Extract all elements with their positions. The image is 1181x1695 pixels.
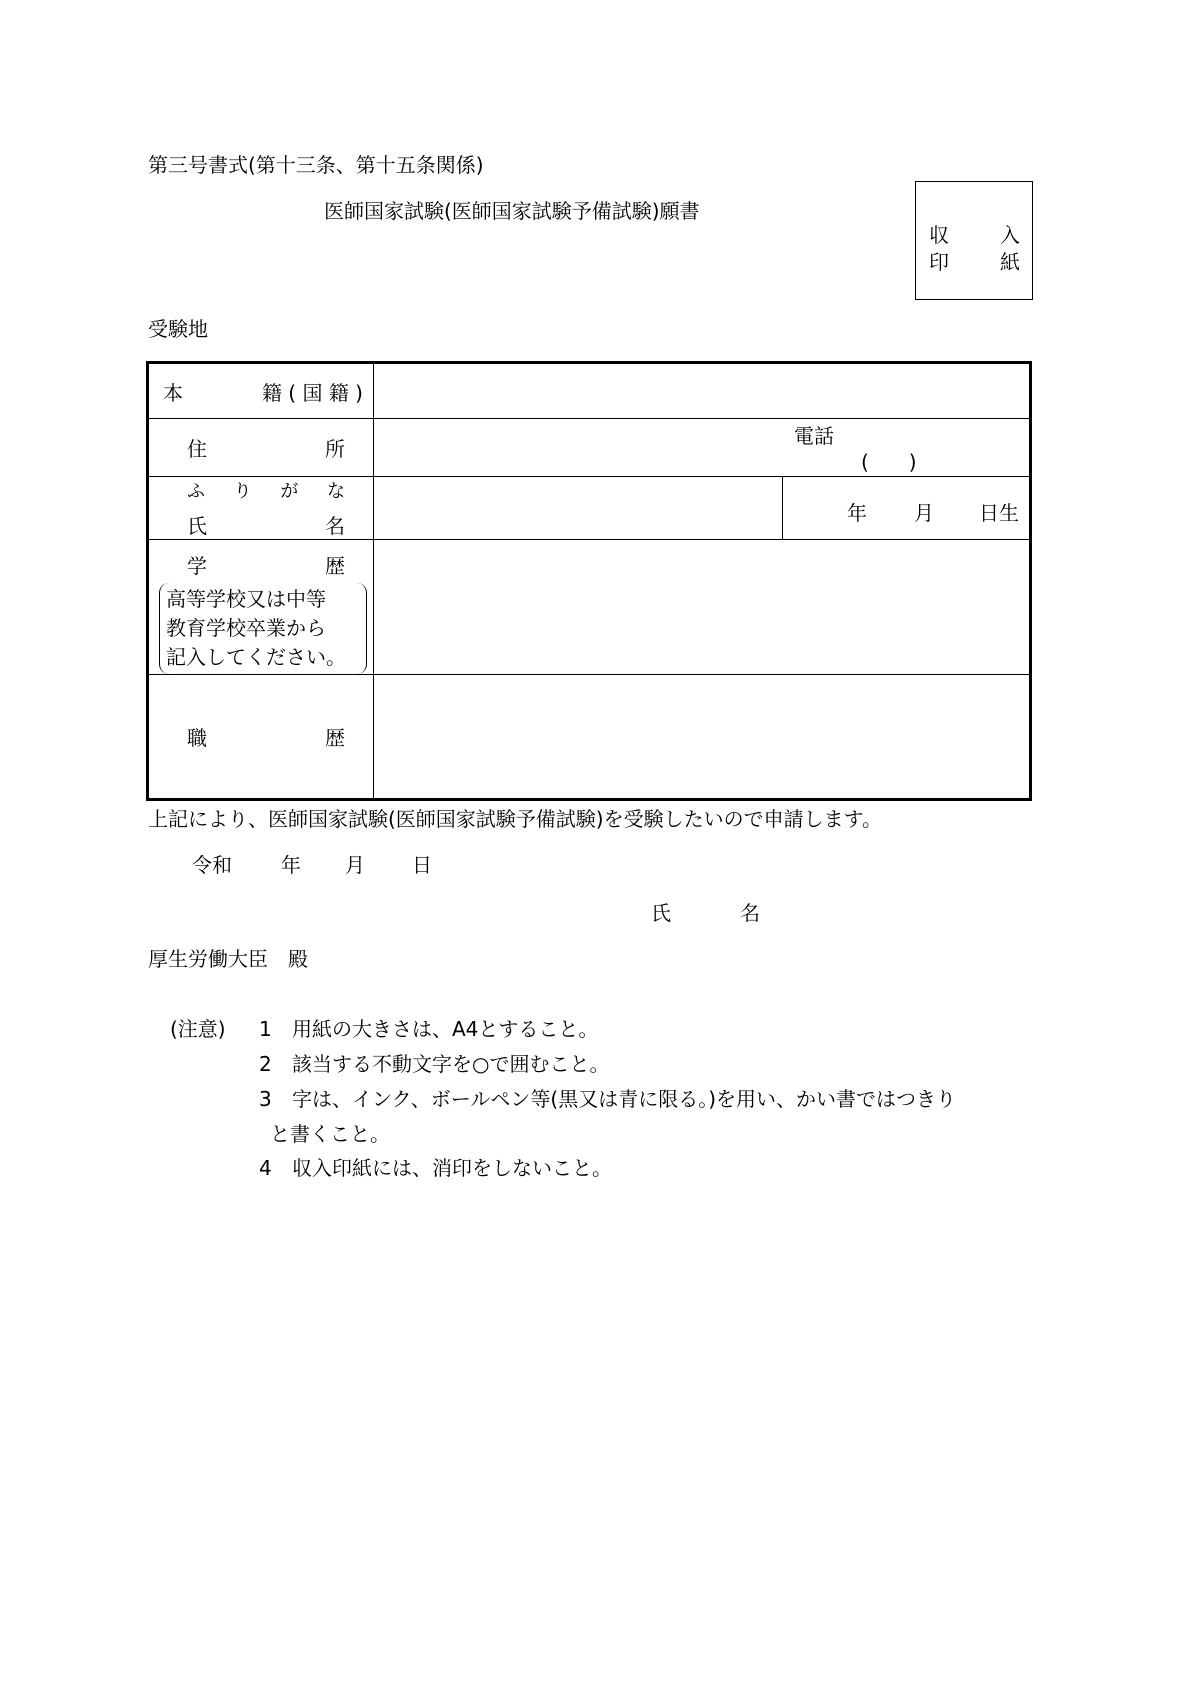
label-name	[148, 477, 374, 540]
label-honseki	[148, 363, 374, 419]
birth-month-label: 月	[914, 501, 934, 525]
honseki-field[interactable]	[374, 363, 1031, 419]
label-address	[148, 419, 374, 477]
career-field[interactable]	[374, 675, 1031, 800]
label-part: 学	[187, 554, 207, 578]
note-text-continued: と書くこと。	[270, 1122, 390, 1146]
stamp-char: 印	[929, 250, 949, 274]
name-field[interactable]	[374, 477, 783, 540]
phone-area-paren: ( )	[861, 450, 917, 474]
birth-year-label: 年	[847, 501, 867, 525]
label-part: 本	[163, 380, 183, 405]
label-part: 氏	[187, 514, 207, 538]
education-note	[159, 583, 367, 674]
stamp-char: 入	[1000, 223, 1020, 247]
row-honseki	[148, 363, 1031, 419]
label-education	[148, 540, 374, 675]
note-number: 2	[259, 1052, 272, 1076]
education-field[interactable]	[374, 540, 1031, 675]
note-line: 教育学校卒業から	[166, 616, 326, 640]
phone-label: 電話	[794, 424, 834, 448]
row-education	[148, 540, 1031, 675]
date-era: 令和	[192, 853, 232, 877]
note-number: 4	[259, 1156, 272, 1180]
date-year: 年	[281, 853, 301, 877]
revenue-stamp-box	[915, 181, 1033, 300]
note-text: 収入印紙には、消印をしないこと。	[292, 1156, 612, 1180]
exam-site-label: 受験地	[148, 317, 208, 341]
notes-label: (注意)	[170, 1017, 226, 1041]
note-line: 記入してください。	[166, 645, 346, 669]
label-part: 所	[325, 437, 345, 461]
date-month: 月	[345, 853, 365, 877]
furigana-char: ふ	[187, 481, 205, 502]
birth-day-label: 日生	[979, 501, 1019, 525]
row-career	[148, 675, 1031, 800]
row-address	[148, 419, 1031, 477]
note-line: 高等学校又は中等	[166, 587, 326, 611]
address-field[interactable]	[374, 419, 1031, 477]
note-number: 1	[259, 1017, 272, 1041]
note-text: 字は、インク、ボールペン等(黒又は青に限る。)を用い、かい書ではつきり	[292, 1087, 957, 1111]
label-part: 住	[187, 437, 207, 461]
date-day: 日	[412, 853, 432, 877]
birthdate-field[interactable]	[783, 477, 1031, 540]
furigana-char: な	[326, 481, 345, 502]
furigana-char: が	[280, 481, 299, 502]
label-part: 歴	[325, 726, 345, 750]
furigana-char: り	[233, 481, 252, 502]
note-text: 該当する不動文字を○で囲むこと。	[292, 1052, 610, 1076]
label-part: 職	[187, 726, 207, 750]
application-statement: 上記により、医師国家試験(医師国家試験予備試験)を受験したいので申請します。	[148, 807, 883, 831]
addressee: 厚生労働大臣 殿	[148, 947, 308, 971]
signature-label-1: 氏	[651, 901, 671, 925]
form-number: 第三号書式(第十三条、第十五条関係)	[148, 153, 484, 177]
label-part: 籍 ( 国 籍 )	[261, 380, 363, 405]
row-name	[148, 477, 1031, 540]
label-career	[148, 675, 374, 800]
label-part: 歴	[325, 554, 345, 578]
form-title: 医師国家試験(医師国家試験予備試験)願書	[324, 199, 700, 223]
note-number: 3	[259, 1087, 272, 1111]
stamp-char: 紙	[1000, 250, 1020, 274]
signature-label-2: 名	[740, 901, 760, 925]
label-part: 名	[325, 514, 345, 538]
note-text: 用紙の大きさは、A4とすること。	[292, 1017, 599, 1041]
application-table	[146, 361, 1032, 801]
stamp-char: 収	[929, 223, 949, 247]
